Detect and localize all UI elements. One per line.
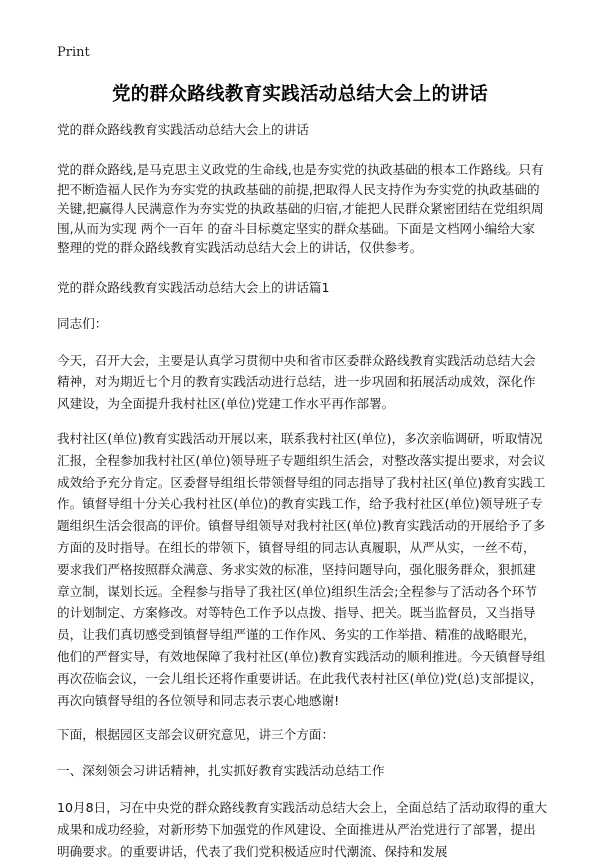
document-title: 党的群众路线教育实践活动总结大会上的讲话 <box>111 84 488 105</box>
print-link[interactable]: Print <box>57 45 90 60</box>
section-title: 党的群众路线教育实践活动总结大会上的讲话篇1 <box>57 279 330 295</box>
paragraph-point-1: 10月8日，习在中央党的群众路线教育实践活动总结大会上，全面总结了活动取得的重大成果和成功经验，对新形势下加强党的作风建设、全面推进从严治党进行了部署，提出明确要求。的重要讲话，代表了我们党积极适应时代潮流、保持和发展 <box>57 800 548 860</box>
paragraph-acknowledgement: 我村社区(单位)教育实践活动开展以来，联系我村社区(单位)，多次亲临调研，听取情况汇报，全程参加我村社区(单位)领导班子专题组织生活会，对整改落实提出要求，对会议成效给予充分肯定。区委督导组组长带领督导组的同志指导了我村社区(单位)教育实践工作。镇督导组十分关心我村社区(单位)的教育实践工作，给予我村社区(单位)领导班子专题组织生活会很高的评价。镇督导组领导对我村社区(单位)教育实践活动的开展给予了多方面的及时指导。在组长的带领下，镇督导组的同志认真履职，从严从实，一丝不苟，要求我们严格按照群众满意、务求实效的标准，坚持问题导向，强化服务群众，狠抓建章立制，谋划长远。全程参与指导了我社区(单位)组织生活会;全程参与了活动各个环节的计划制定、方案修改。对等特色工作予以点拨、指导、把关。既当监督员，又当指导员，让我们真切感受到镇督导组严谨的工作作风、务实的工作举措、精准的战略眼光，他们的严督实导，有效地保障了我村社区(单位)教育实践活动的顺利推进。今天镇督导组再次莅临会议，一会儿组长还将作重要讲话。在此我代表村社区(单位)党(总)支部提议，再次向镇督导组的各位领导和同志表示衷心地感谢! <box>57 431 546 708</box>
intro-paragraph: 党的群众路线,是马克思主义政党的生命线,也是夯实党的执政基础的根本工作路线。只有把不断造福人民作为夯实党的执政基础的前提,把取得人民支持作为夯实党的执政基础的关键,把赢得人民满意作为夯实党的执政基础的归宿,才能把人民群众紧密团结在党组织周围,从而为实现 两个一百年 的奋斗目标奠定坚实的群众基础。下面是文档网小编给大家整理的党的群众路线教育实践活动总结大会上的讲话，仅供参考。 <box>57 162 544 255</box>
document-subtitle: 党的群众路线教育实践活动总结大会上的讲话 <box>57 122 309 137</box>
paragraph-opening: 今天，召开大会，主要是认真学习贯彻中央和省市区委群众路线教育实践活动总结大会精神，对为期近七个月的教育实践活动进行总结，进一步巩固和拓展活动成效，深化作风建设，为全面提升我村社区(单位)党建工作水平再作部署。 <box>57 352 536 411</box>
paragraph-outline: 下面，根据园区支部会议研究意见，讲三个方面： <box>57 727 335 743</box>
point-heading-1: 一、深刻领会习讲话精神，扎实抓好教育实践活动总结工作 <box>57 763 385 779</box>
salutation: 同志们： <box>57 315 108 331</box>
document-body <box>57 120 547 863</box>
